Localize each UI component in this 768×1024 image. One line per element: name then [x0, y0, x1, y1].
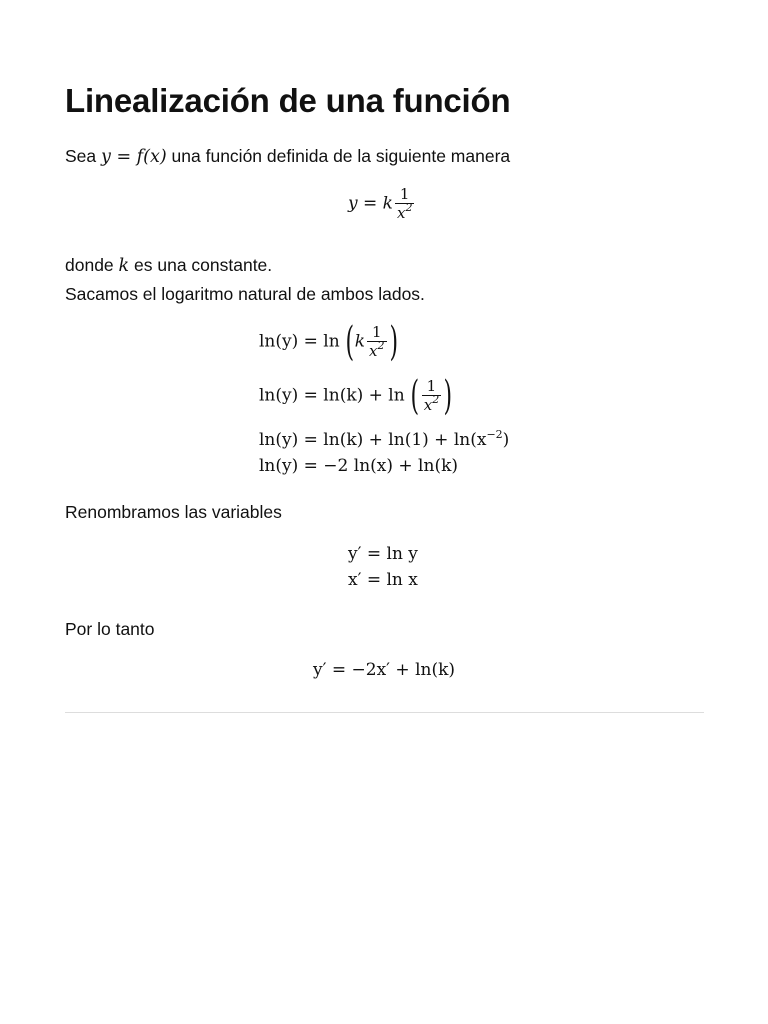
log-paragraph: Sacamos el logaritmo natural de ambos lados.: [65, 284, 425, 304]
log-eq3-exponent: −2: [486, 428, 503, 441]
definition-fraction: [395, 186, 414, 222]
donde-var: k: [118, 256, 130, 276]
log-eq2-fraction: $\frac{1}{x^2}$: [423, 377, 440, 414]
rename-equation-2: x′ = ln x: [348, 570, 418, 590]
intro-text-before: Sea: [65, 146, 101, 166]
donde-paragraph: [65, 254, 272, 277]
definition-numerator: 1: [399, 185, 410, 203]
definition-lhs: y = k: [348, 193, 393, 214]
section-divider: [65, 712, 704, 713]
intro-paragraph: [65, 145, 510, 168]
donde-before: donde: [65, 255, 119, 275]
log-eq2-lhs: ln(y) = ln(k) + ln: [259, 385, 411, 406]
log-equation-3: $\ln(y) = \ln(k) + \ln(1) + \ln(x^{-2})$: [259, 428, 510, 450]
intro-text-after: una función definida de la siguiente manera: [166, 146, 511, 166]
log-equation-4: ln(y) = −2 ln(x) + ln(k): [259, 456, 459, 476]
log-eq3-main: ln(y) = ln(k) + ln(1) + ln(x: [259, 430, 487, 450]
log-eq1-fraction: $\frac{1}{x^2}$: [369, 323, 385, 360]
intro-math: y = f(x): [101, 147, 167, 167]
conclusion-paragraph: Por lo tanto: [65, 619, 155, 639]
log-equation-2: ln(y) = ln(k) + ln ( $\frac{1}{x^2}$ ): [259, 373, 453, 419]
definition-equation: [348, 186, 416, 222]
page-title: Linealización de una función: [65, 82, 511, 119]
final-equation: y′ = −2x′ + ln(k): [313, 660, 456, 680]
log-eq1-lhs: ln(y) = ln: [259, 331, 346, 352]
donde-after: es una constante.: [129, 255, 273, 275]
rename-equation-1: y′ = ln y: [348, 544, 418, 564]
definition-denominator: $x^2$: [396, 201, 413, 222]
rename-paragraph: Renombramos las variables: [65, 502, 282, 522]
log-equation-1: ln(y) = ln (k $\frac{1}{x^2}$ ): [259, 319, 398, 365]
log-eq1-k: k: [354, 331, 366, 352]
